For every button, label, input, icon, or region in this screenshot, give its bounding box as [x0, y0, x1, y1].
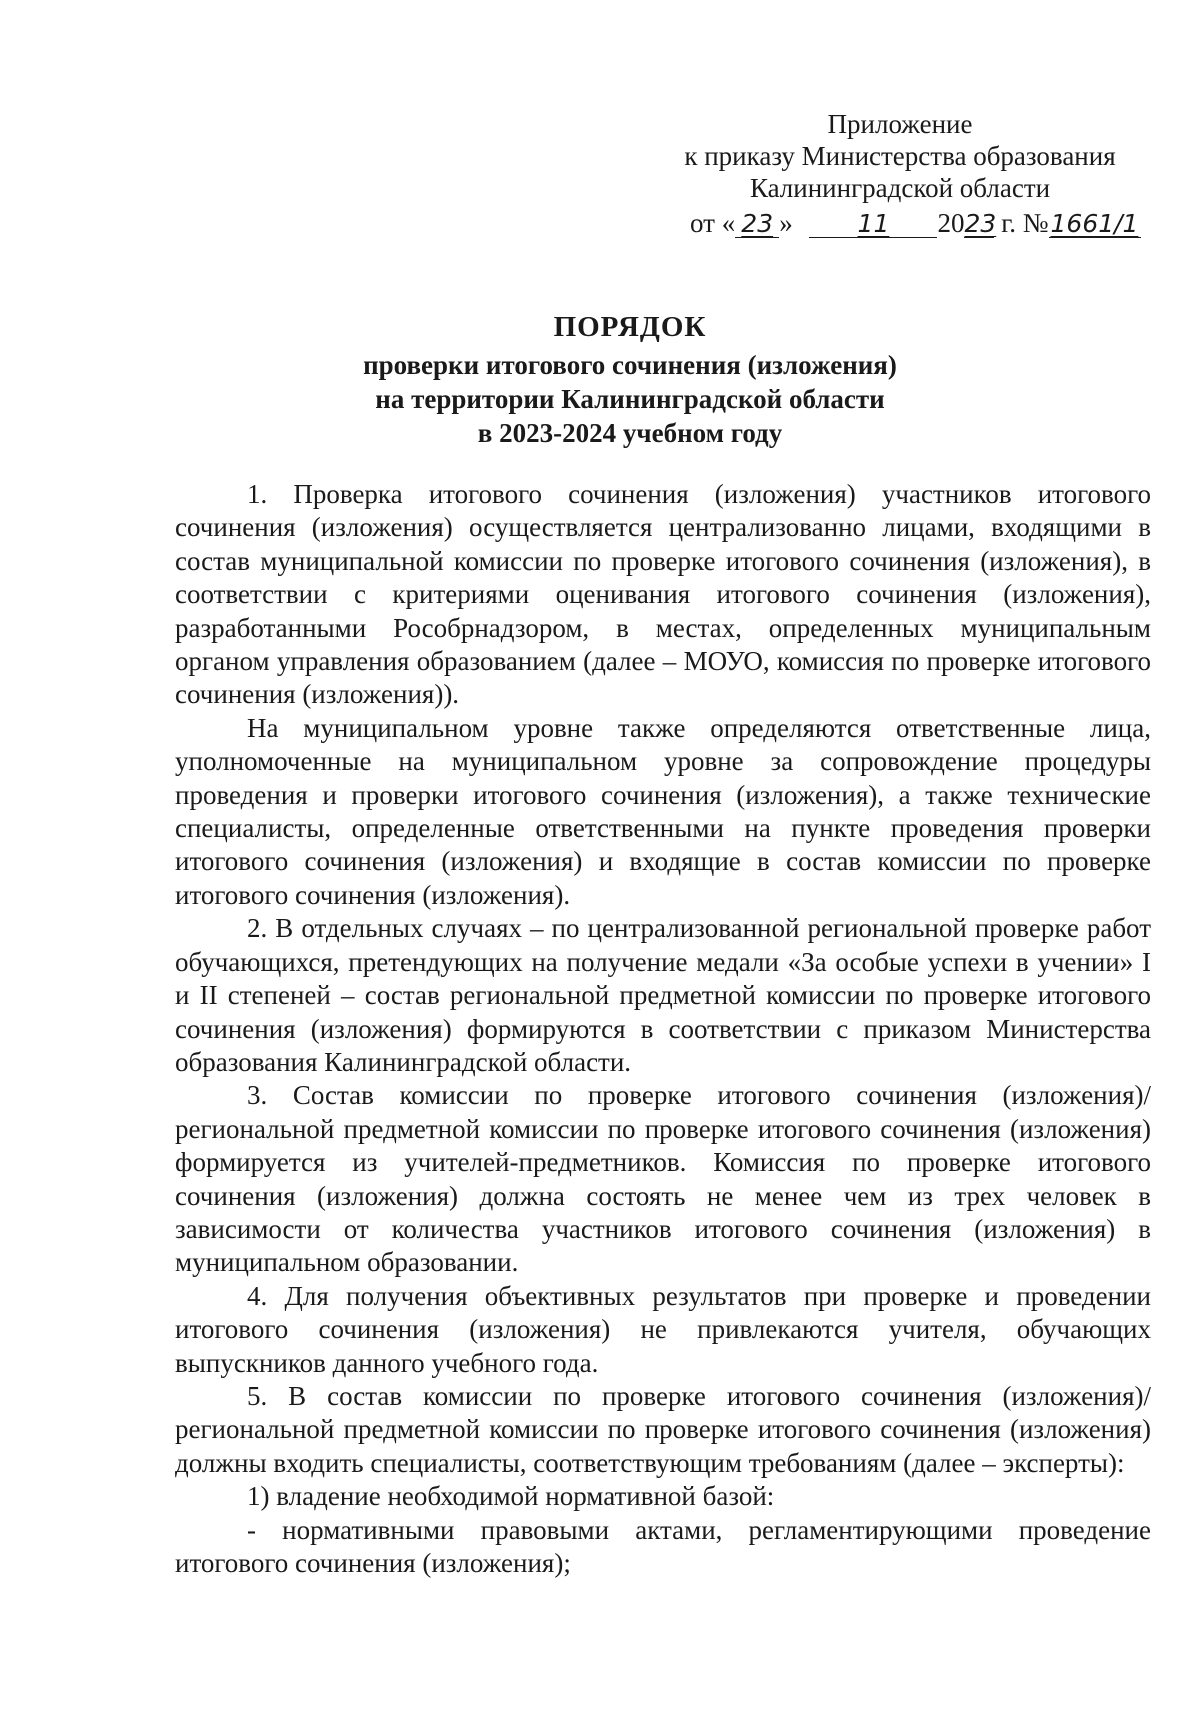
- title-line-3: на территории Калининградской области: [375, 384, 885, 414]
- paragraph-1-continued: На муниципальном уровне также определяются ответственные лица, уполномоченные на муниципальном уровне за сопровождение процедуры проведения и проверки итогового сочинения (изложения), а также технические специалисты, определенные ответственными на пункте проведения проверки итогового сочинения (изложения) и входящие в состав комиссии по проверке итогового сочинения (изложения).: [175, 712, 1151, 910]
- paragraph-1: 1. Проверка итогового сочинения (изложения) участников итогового сочинения (изложения) осуществляется централизованно лицами, входящими в состав муниципальной комиссии по проверке итогового сочинения (изложения), в соответствии с критериями оценивания итогового сочинения (изложения), разработанными Рособрнадзором, в местах, определенных муниципальным органом управления образованием (далее – МОУО, комиссия по проверке итогового сочинения (изложения)).: [175, 479, 1151, 710]
- year-g: г. №: [994, 208, 1049, 238]
- title-line-2: проверки итогового сочинения (изложения): [363, 350, 897, 380]
- title-line-4: в 2023-2024 учебном году: [477, 418, 783, 448]
- title-main: ПОРЯДОК: [553, 311, 707, 343]
- order-number: 1661/1: [1050, 209, 1139, 238]
- paragraph-3: 3. Состав комиссии по проверке итогового сочинения (изложения)/региональной предметной комиссии по проверке итогового сочинения (изложения) формируется из учителей-предметников. Комиссия по проверке итогового сочинения (изложения) должна состоять не менее чем из трех человек в зависимости от количества участников итогового сочинения (изложения) в муниципальном образовании.: [175, 1080, 1151, 1278]
- document-title: [200, 310, 1060, 450]
- date-mid: »: [779, 208, 793, 238]
- appendix-header: [640, 108, 1160, 204]
- date-day: 23: [741, 209, 774, 238]
- year-prefix: 20: [937, 208, 965, 238]
- order-reference: к приказу Министерства образования: [684, 141, 1116, 171]
- date-prefix: от «: [690, 208, 736, 238]
- document-body: [175, 478, 1151, 1580]
- list-subitem: - нормативными правовыми актами, регламентирующими проведение итогового сочинения (изложения);: [175, 1514, 1151, 1578]
- paragraph-5: 5. В состав комиссии по проверке итогового сочинения (изложения)/региональной предметной комиссии по проверке итогового сочинения (изложения) должны входить специалисты, соответствующим требованиям (далее – эксперты):: [175, 1380, 1151, 1478]
- date-day-blank: [735, 210, 779, 238]
- year-suffix-blank: [964, 209, 997, 238]
- paragraph-4: 4. Для получения объективных результатов при проверке и проведении итогового сочинения (изложения) не привлекаются учителя, обучающих выпускников данного учебного года.: [175, 1280, 1151, 1378]
- paragraph-2: 2. В отдельных случаях – по централизованной региональной проверке работ обучающихся, претендующих на получение медали «За особые успехи в учении» I и II степеней – состав региональной предметной комиссии по проверке итогового сочинения (изложения) формируются в соответствии с приказом Министерства образования Калининградской области.: [175, 913, 1151, 1077]
- list-item-1: 1) владение необходимой нормативной базой:: [247, 1481, 775, 1512]
- order-date-line: [690, 207, 1141, 239]
- date-month-blank: [809, 210, 937, 238]
- order-number-blank: [1049, 210, 1141, 238]
- date-month: 11: [857, 209, 890, 238]
- region-name: Калининградской области: [749, 173, 1051, 203]
- appendix-label: Приложение: [827, 109, 973, 139]
- year-suffix: 23: [964, 209, 997, 238]
